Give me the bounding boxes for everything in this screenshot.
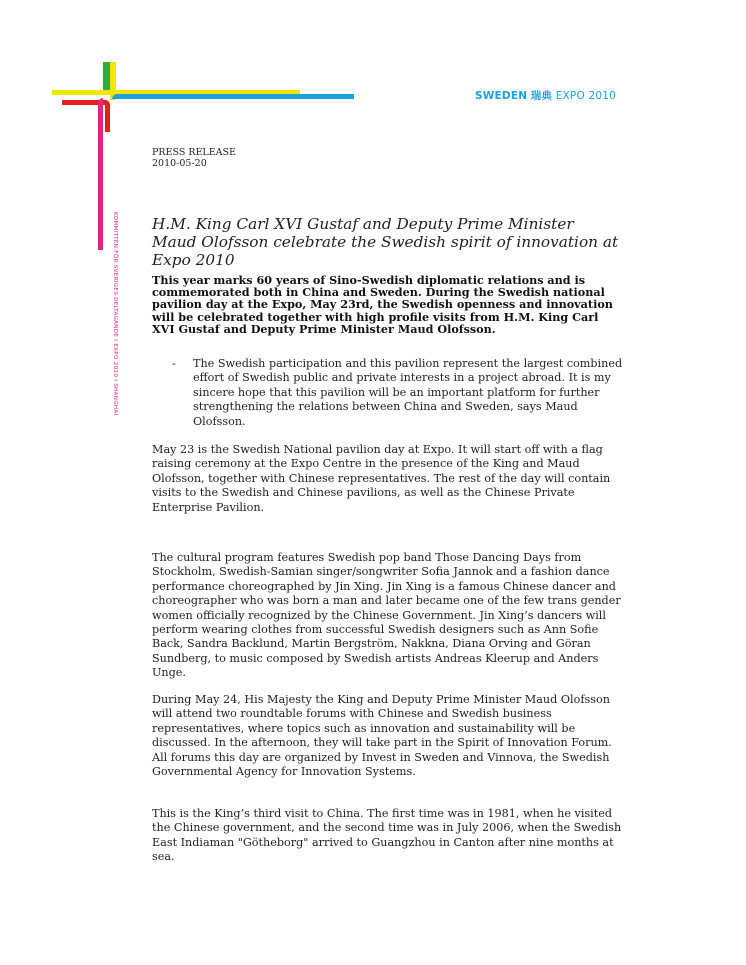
red-vertical-stripe	[105, 100, 110, 132]
sweden-expo-logo	[475, 88, 616, 103]
committee-vertical-text: KOMMITTÉN FÖR SVERIGES DELTAGANDE I EXPO 2010 I SHANGHAI	[112, 212, 118, 416]
logo-cjk-text: 瑞典	[530, 90, 553, 102]
release-date: 2010-05-20	[152, 158, 207, 169]
quote-block	[172, 357, 624, 429]
logo-bold-text: SWEDEN	[475, 90, 528, 102]
paragraph-pavilion-day: May 23 is the Swedish National pavilion day at Expo. It will start off with a flag raising ceremony at the Expo Centre in the presence of the King and Maud Olofsson, together with Chinese representatives. The rest of the day will contain visits to the Swedish and Chinese pavilions, as well as the Chinese Private Enterprise Pavilion.	[152, 443, 611, 514]
press-release-label: PRESS RELEASE	[152, 147, 236, 158]
paragraph-roundtable-forums: During May 24, His Majesty the King and Deputy Prime Minister Maud Olofsson will attend two roundtable forums with Chinese and Swedish business representatives, where topics such as innovation and sustainability will be discussed. In the afternoon, they will take part in the Spirit of Innovation Forum. All forums this day are organized by Invest in Sweden and Vinnova, the Swedish Governmental Agency for Innovation Systems.	[152, 693, 612, 779]
cyan-stripe	[112, 94, 354, 99]
magenta-stripe	[98, 98, 103, 250]
logo-expo-text: EXPO 2010	[555, 90, 616, 102]
document-meta	[152, 147, 236, 169]
paragraph-kings-visit: This is the King’s third visit to China. The first time was in 1981, when he visited the Chinese government, and the second time was in July 2006, when the Swedish East Indiaman "Götheborg" arrived to Guangzhou in Canton after nine months at sea.	[152, 807, 622, 864]
quote-dash: -	[172, 357, 176, 370]
paragraph-cultural-program: The cultural program features Swedish pop band Those Dancing Days from Stockholm, Swedish-Samian singer/songwriter Sofia Jannok and a fashion dance performance choreographed by Jin Xing. Jin Xing is a famous Chinese dancer and choreographer who was born a man and later became one of the few trans gender women officially recognized by the Chinese Government. Jin Xing’s dancers will perform wearing clothes from successful Swedish designers such as Ann Sofie Back, Sandra Backlund, Martin Bergström, Nakkna, Diana Orving and Göran Sundberg, to music composed by Swedish artists Andreas Kleerup and Anders Unge.	[152, 551, 621, 680]
quote-text: The Swedish participation and this pavilion represent the largest combined effort of Swedish public and private interests in a project abroad. It is my sincere hope that this pavilion will be an important platform for further strengthening the relations between China and Sweden, says Maud Olofsson.	[193, 357, 623, 428]
press-release-title: H.M. King Carl XVI Gustaf and Deputy Prime Minister Maud Olofsson celebrate the Swedish spirit of innovation at Expo 2010	[152, 215, 619, 269]
lead-paragraph: This year marks 60 years of Sino-Swedish diplomatic relations and is commemorated both in China and Sweden. During the Swedish national pavilion day at the Expo, May 23rd, the Swedish openness and innovation will be celebrated together with high profile visits from H.M. King Carl XVI Gustaf and Deputy Prime Minister Maud Olofsson.	[152, 273, 613, 336]
